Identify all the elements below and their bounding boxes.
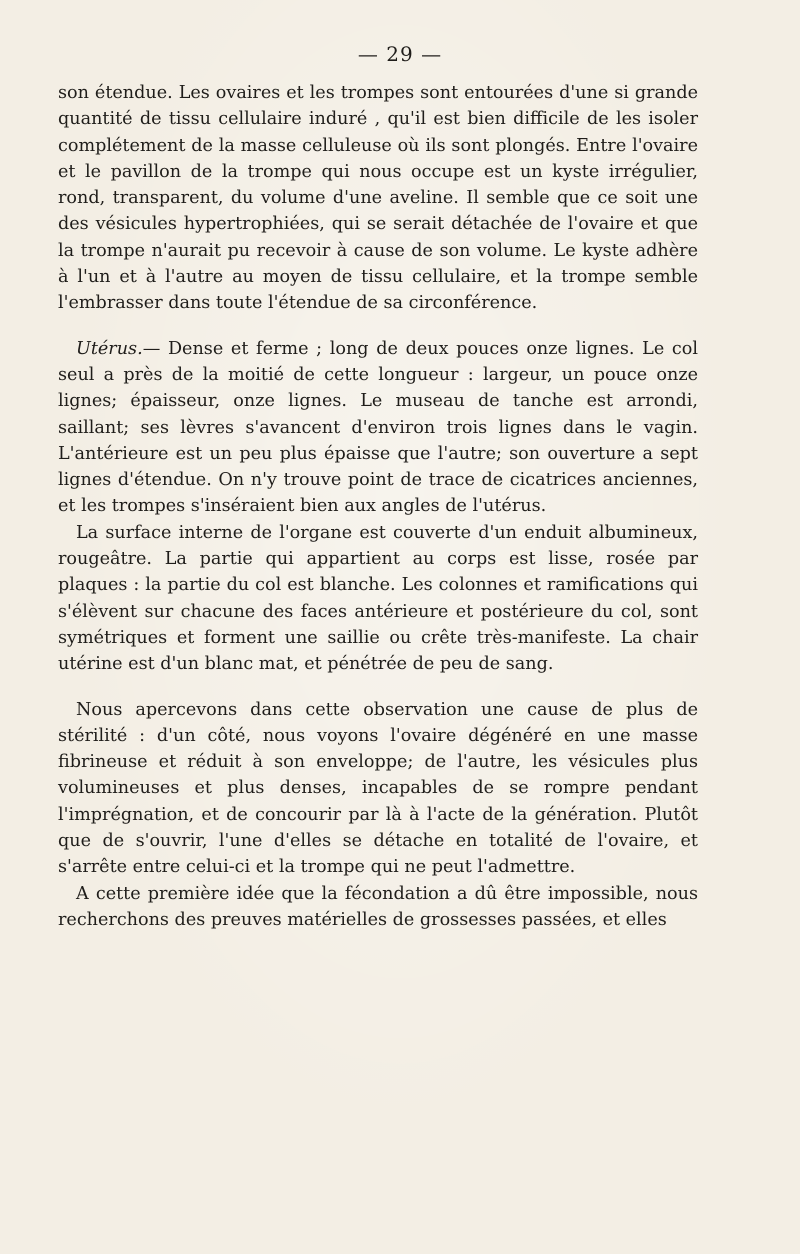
paragraph-uterus <box>58 336 698 520</box>
page-body <box>58 80 698 933</box>
paragraph-sterility: Nous apercevons dans cette observation une cause de plus de stérilité : d'un côté, nous voyons l'ovaire dégénéré en une masse fibrineuse et réduit à son enveloppe; de l'autre, les vésicules plus volumineuses et plus denses, incapables de se rompre pendant l'imprégnation, et de concourir par là à l'acte de la génération. Plutôt que de s'ouvrir, l'une d'elles se détache en totalité de l'ovaire, et s'arrête entre celui-ci et la trompe qui ne peut l'admettre. <box>58 699 698 878</box>
paragraph-ovaries: son étendue. Les ovaires et les trompes sont entourées d'une si grande quantité de tissu cellulaire induré , qu'il est bien difficile de les isoler complétement de la masse celluleuse où ils sont plongés. Entre l'ovaire et le pavillon de la trompe qui nous occupe est un kyste irrégulier, rond, transparent, du volume d'une aveline. Il semble que ce soit une des vésicules hypertrophiées, qui se serait détachée de l'ovaire et que la trompe n'aurait pu recevoir à cause de son volume. Le kyste adhère à l'un et à l'autre au moyen de tissu cellulaire, et la trompe semble l'embrasser dans toute l'étendue de sa circonférence. <box>58 83 698 314</box>
paragraph-conclusion: A cette première idée que la fécondation a dû être impossible, nous recherchons des preuves matérielles de grossesses passées, et elles <box>58 883 698 930</box>
paragraph-uterus-text: — Dense et ferme ; long de deux pouces onze lignes. Le col seul a près de la moitié de cette longueur : largeur, un pouce onze lignes; épaisseur, onze lignes. Le museau de tanche est arrondi, saillant; ses lèvres s'avancent d'environ trois lignes dans le vagin. L'antérieure est un peu plus épaisse que l'autre; son ouverture a sept lignes d'étendue. On n'y trouve point de trace de cicatrices anciennes, et les trompes s'inséraient bien aux angles de l'utérus. <box>58 338 698 517</box>
paragraph-internal-surface: La surface interne de l'organe est couverte d'un enduit albumineux, rougeâtre. La partie qui appartient au corps est lisse, rosée par plaques : la partie du col est blanche. Les colonnes et ramifications qui s'élèvent sur chacune des faces antérieure et postérieure du col, sont symétriques et forment une saillie ou crête très-manifeste. La chair utérine est d'un blanc mat, et pénétrée de peu de sang. <box>58 522 698 675</box>
section-lead-uterus: Utérus. <box>76 338 143 359</box>
page-number: — 29 — <box>357 42 443 66</box>
